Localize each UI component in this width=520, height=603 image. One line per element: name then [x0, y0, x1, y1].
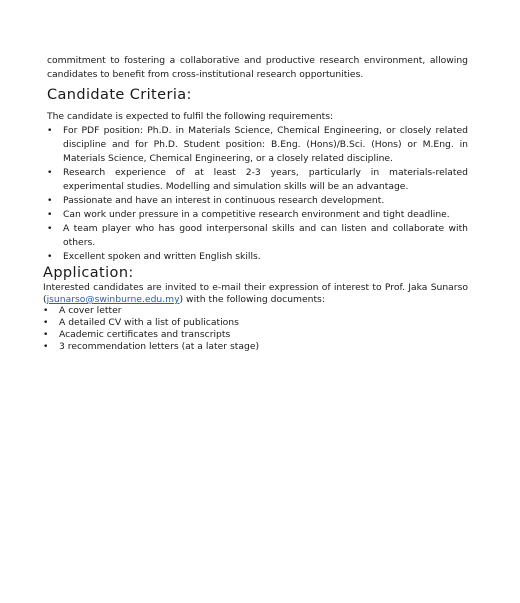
- bullet-icon: •: [47, 209, 53, 220]
- document-item-text: 3 recommendation letters (at a later stage): [59, 341, 260, 352]
- bullet-icon: •: [47, 223, 53, 234]
- candidate-criteria-heading: Candidate Criteria:: [47, 87, 192, 103]
- intro-paragraph: commitment to fostering a collaborative and productive research environment, allowing candidates to benefit from cross-institutional research opportunities.: [47, 55, 468, 80]
- criteria-list: [47, 124, 468, 264]
- bullet-icon: •: [47, 251, 53, 262]
- document-item-text: Academic certificates and transcripts: [59, 329, 231, 340]
- list-item: [47, 250, 468, 264]
- list-item: [43, 317, 468, 329]
- documents-list: [43, 305, 468, 353]
- list-item: [43, 341, 468, 353]
- bullet-icon: •: [43, 317, 49, 328]
- application-heading: Application:: [43, 265, 134, 281]
- document-item-text: A detailed CV with a list of publications: [59, 317, 239, 328]
- bullet-icon: •: [47, 167, 53, 178]
- application-text-after: ) with the following documents:: [179, 294, 325, 305]
- criteria-item-text: For PDF position: Ph.D. in Materials Science, Chemical Engineering, or closely related discipline and for Ph.D. Student position: B.Eng. (Hons)/B.Sci. (Hons) or M.Eng. in Materials Science, Chemical Engineering, or a closely related discipline.: [63, 125, 468, 164]
- bullet-icon: •: [43, 341, 49, 352]
- bullet-icon: •: [47, 125, 53, 136]
- list-item: [43, 329, 468, 341]
- criteria-intro: The candidate is expected to fulfil the following requirements:: [47, 111, 334, 122]
- list-item: [43, 305, 468, 317]
- bullet-icon: •: [43, 305, 49, 316]
- criteria-item-text: A team player who has good interpersonal skills and can listen and collaborate with others.: [63, 223, 468, 248]
- bullet-icon: •: [47, 195, 53, 206]
- application-text-before: Interested candidates are invited to e-mail their expression of interest to Prof. Jaka Sunarso (: [43, 282, 468, 305]
- criteria-item-text: Research experience of at least 2-3 years, particularly in materials-related experimental studies. Modelling and simulation skills will be an advantage.: [63, 167, 468, 192]
- criteria-item-text: Excellent spoken and written English skills.: [63, 251, 261, 262]
- criteria-item-text: Can work under pressure in a competitive research environment and tight deadline.: [63, 209, 450, 220]
- criteria-item-text: Passionate and have an interest in continuous research development.: [63, 195, 385, 206]
- list-item: [47, 166, 468, 194]
- list-item: [47, 208, 468, 222]
- email-link[interactable]: jsunarso@swinburne.edu.my: [46, 294, 180, 305]
- list-item: [47, 124, 468, 166]
- list-item: [47, 222, 468, 250]
- list-item: [47, 194, 468, 208]
- document-item-text: A cover letter: [59, 305, 122, 316]
- bullet-icon: •: [43, 329, 49, 340]
- application-paragraph: [43, 282, 468, 306]
